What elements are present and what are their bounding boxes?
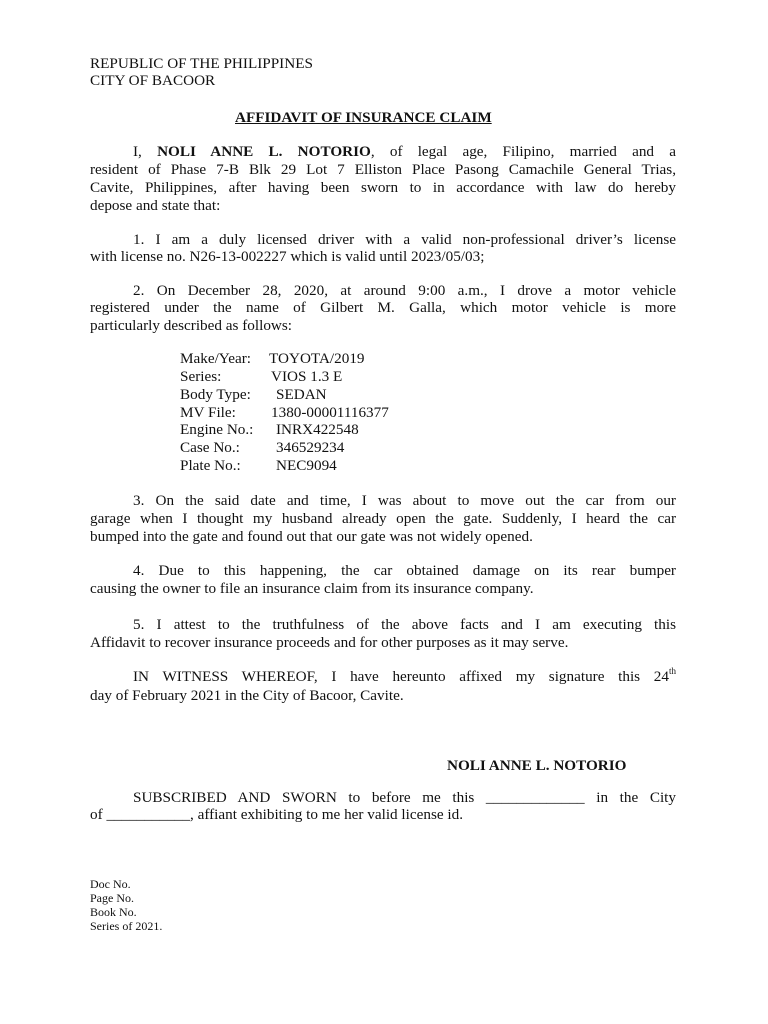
para-3-line-1: 3. On the said date and time, I was about to move out the car from our xyxy=(133,492,676,509)
para-1-line-1: 1. I am a duly licensed driver with a valid non-professional driver’s license xyxy=(133,231,676,248)
vehicle-value: TOYOTA/2019 xyxy=(269,350,365,367)
vehicle-label: Case No.: xyxy=(180,439,240,456)
ordinal-suffix: th xyxy=(668,665,676,676)
affiant-name: NOLI ANNE L. NOTORIO xyxy=(157,143,371,160)
witness-line-1: IN WITNESS WHEREOF, I have hereunto affixed my signature this 24th xyxy=(133,665,676,685)
vehicle-value: 346529234 xyxy=(276,439,345,456)
vehicle-label: Series: xyxy=(180,368,222,385)
vehicle-label: Body Type: xyxy=(180,386,251,403)
doc-no: Doc No. xyxy=(90,877,131,891)
para-2-line-2: registered under the name of Gilbert M. Galla, which motor vehicle is more xyxy=(90,299,676,316)
vehicle-label: MV File: xyxy=(180,404,236,421)
para-4-line-2: causing the owner to file an insurance claim from its insurance company. xyxy=(90,580,534,597)
signatory-name: NOLI ANNE L. NOTORIO xyxy=(447,757,627,774)
intro-line-2: resident of Phase 7-B Blk 29 Lot 7 Elliston Place Pasong Camachile General Trias, xyxy=(90,161,676,178)
para-2-line-3: particularly described as follows: xyxy=(90,317,293,334)
para-1-line-2: with license no. N26-13-002227 which is valid until 2023/05/03; xyxy=(90,248,485,265)
para-3-line-3: bumped into the gate and found out that our gate was not widely opened. xyxy=(90,528,533,545)
para-5-line-1: 5. I attest to the truthfulness of the above facts and I am executing this xyxy=(133,616,676,633)
header-city: CITY OF BACOOR xyxy=(90,72,216,89)
intro-line-1: I, NOLI ANNE L. NOTORIO, of legal age, Filipino, married and a xyxy=(133,143,676,160)
book-no: Book No. xyxy=(90,905,137,919)
vehicle-value: 1380-00001116377 xyxy=(271,404,389,421)
vehicle-label: Plate No.: xyxy=(180,457,241,474)
document-title: AFFIDAVIT OF INSURANCE CLAIM xyxy=(235,109,492,126)
vehicle-value: SEDAN xyxy=(276,386,327,403)
header-country: REPUBLIC OF THE PHILIPPINES xyxy=(90,55,313,72)
jurat-line-1: SUBSCRIBED AND SWORN to before me this _____________ in the City xyxy=(133,789,676,806)
intro-line-3: Cavite, Philippines, after having been sworn to in accordance with law do hereby xyxy=(90,179,676,196)
witness-line-2: day of February 2021 in the City of Bacoor, Cavite. xyxy=(90,687,404,704)
para-5-line-2: Affidavit to recover insurance proceeds and for other purposes as it may serve. xyxy=(90,634,569,651)
vehicle-value: INRX422548 xyxy=(276,421,359,438)
series-of: Series of 2021. xyxy=(90,919,163,933)
vehicle-value: VIOS 1.3 E xyxy=(271,368,343,385)
vehicle-label: Engine No.: xyxy=(180,421,254,438)
para-3-line-2: garage when I thought my husband already open the gate. Suddenly, I heard the car xyxy=(90,510,676,527)
intro-line-4: depose and state that: xyxy=(90,197,221,214)
para-2-line-1: 2. On December 28, 2020, at around 9:00 a.m., I drove a motor vehicle xyxy=(133,282,676,299)
para-4-line-1: 4. Due to this happening, the car obtained damage on its rear bumper xyxy=(133,562,676,579)
jurat-line-2: of ___________, affiant exhibiting to me her valid license id. xyxy=(90,806,463,823)
vehicle-value: NEC9094 xyxy=(276,457,337,474)
vehicle-label: Make/Year: xyxy=(180,350,252,367)
page-no: Page No. xyxy=(90,891,134,905)
